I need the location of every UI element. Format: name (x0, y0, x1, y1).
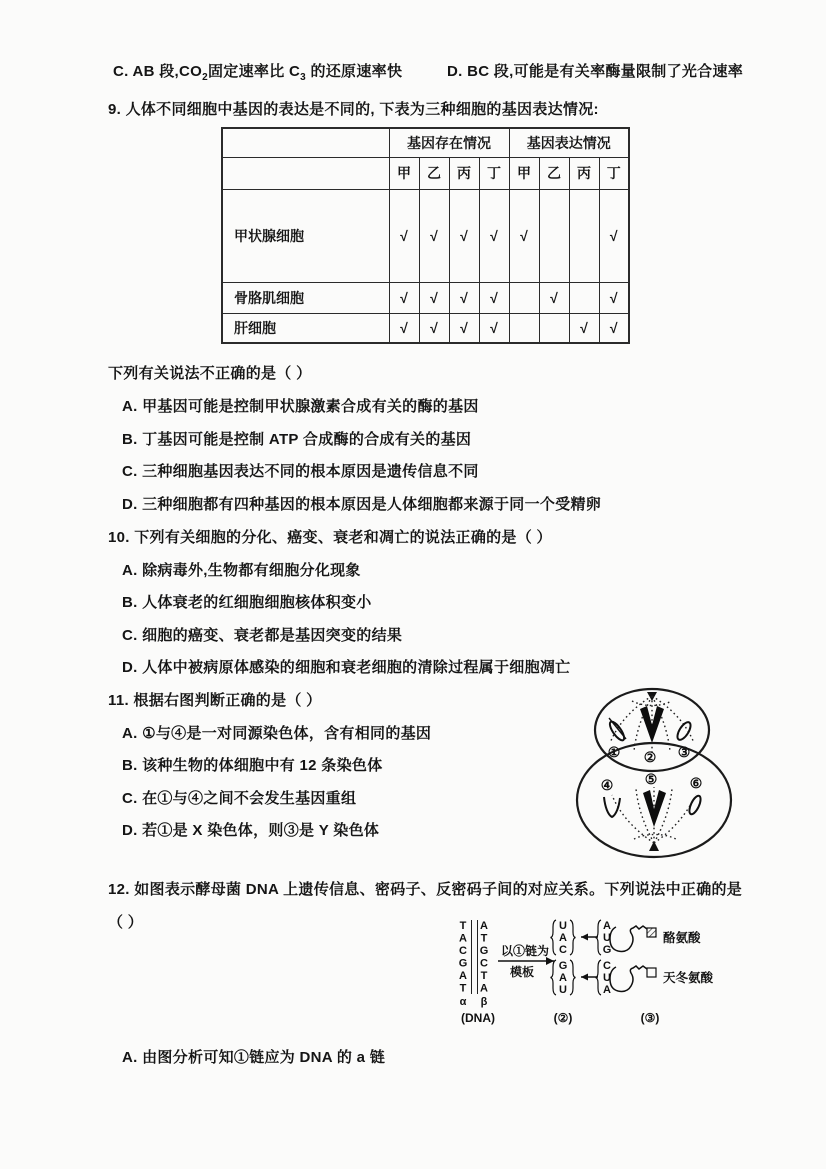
co2-subscript: 2 (202, 72, 208, 83)
svg-text:U: U (603, 932, 611, 944)
label-4: ④ (600, 777, 614, 793)
table-header-row-groups (222, 128, 629, 157)
svg-text:U: U (559, 984, 567, 996)
table-header-row-subcols: 甲 乙 丙 丁 甲 乙 丙 丁 (222, 157, 629, 189)
svg-text:A: A (459, 970, 467, 982)
upper-right-chromosome (675, 720, 693, 742)
mitosis-cell-diagram (574, 685, 738, 861)
q11-option-d: D. 若①是 X 染色体，则③是 Y 染色体 (122, 822, 380, 839)
q11-option-b: B. 该种生物的体细胞中有 12 条染色体 (122, 757, 383, 774)
svg-text:G: G (602, 944, 612, 956)
svg-text:A: A (559, 932, 567, 944)
upper-left-chromosome (607, 720, 626, 743)
q9-option-a: A. 甲基因可能是控制甲状腺激素合成有关的酶的基因 (122, 398, 479, 415)
svg-text:G: G (558, 960, 568, 972)
svg-text:A: A (480, 982, 488, 995)
amino-acid-square-open (647, 968, 656, 977)
table-corner-cell (222, 128, 389, 157)
svg-text:C: C (603, 960, 611, 972)
bottom-label-mrna: (②) (553, 1011, 573, 1025)
dna-translation-diagram (450, 915, 770, 1030)
svg-text:A: A (559, 972, 567, 984)
q12-stem-line1: 12. 如图表示酵母菌 DNA 上遗传信息、密码子、反密码子间的对应关系。下列说法中正确的是 (108, 881, 743, 898)
label-5: ⑤ (644, 771, 658, 787)
q8-option-c: C. AB 段$,CO_2$固定速率比 $C_3$ 的还原速率快 (113, 63, 403, 83)
q11-option-a: A. ①与④是一对同源染色体，含有相同的基因 (122, 725, 432, 742)
q10-option-a: A. 除病毒外,生物都有细胞分化现象 (122, 562, 361, 579)
q12-stem-line2: （ ） (108, 914, 144, 931)
label-1: ① (607, 744, 621, 760)
table-row: 骨胳肌细胞 √ √ √ √ √ √ (222, 282, 629, 313)
svg-text:T: T (480, 970, 488, 982)
svg-text:C: C (559, 944, 567, 956)
svg-text:A: A (459, 932, 467, 945)
svg-text:U: U (603, 972, 611, 984)
q8-option-c-text: C. AB 段,CO (113, 63, 203, 80)
svg-text:C: C (459, 945, 467, 957)
q10-option-b: B. 人体衰老的红细胞细胞核体积变小 (122, 594, 372, 611)
dna-strand-beta (480, 920, 489, 995)
strand-label-beta: β (480, 996, 488, 1008)
table-row: 肝细胞 √ √ √ √ √ √ (222, 313, 629, 343)
pairing-arrows (581, 934, 598, 981)
trna-braces (596, 920, 602, 995)
q9-option-b: B. 丁基因可能是控制 ATP 合成酶的合成有关的基因 (122, 431, 472, 448)
svg-text:A: A (603, 920, 611, 932)
svg-text:G: G (458, 957, 468, 970)
arrow-label-bottom: 模板 (509, 965, 535, 979)
amino-acid-square-hatched (647, 928, 656, 937)
arrow-label-top: 以①链为 (500, 944, 550, 958)
q9-option-d: D. 三种细胞都有四种基因的根本原因是人体细胞都来源于同一个受精卵 (122, 496, 602, 513)
svg-text:C: C (480, 957, 488, 970)
label-2: ② (643, 749, 657, 765)
q9-option-c: C. 三种细胞基因表达不同的根本原因是遗传信息不同 (122, 463, 479, 480)
mrna-codon-1 (559, 920, 567, 956)
trna-body-2 (610, 966, 656, 991)
svg-text:A: A (603, 984, 611, 996)
amino-acid-label-2: 天冬氨酸 (663, 971, 714, 985)
svg-text:A: A (480, 920, 488, 932)
q11-option-c: C. 在①与④之间不会发生基因重组 (122, 790, 357, 807)
c3-subscript: 3 (300, 72, 306, 83)
amino-acid-label-1: 酪氨酸 (663, 931, 701, 945)
q9-question: 下列有关说法不正确的是（ ） (108, 365, 312, 382)
header-gene-presence: 基因存在情况 (389, 128, 509, 157)
svg-text:G: G (479, 945, 489, 957)
dna-strand-alpha (459, 920, 468, 995)
q12-option-a: A. 由图分析可知①链应为 DNA 的 a 链 (122, 1049, 386, 1066)
header-gene-expression: 基因表达情况 (509, 128, 629, 157)
q10-option-d: D. 人体中被病原体感染的细胞和衰老细胞的清除过程属于细胞凋亡 (122, 659, 571, 676)
svg-text:T: T (480, 932, 488, 945)
trna-body-1 (610, 926, 656, 951)
mrna-codon-2 (559, 960, 568, 996)
q10-option-c: C. 细胞的癌变、衰老都是基因突变的结果 (122, 627, 403, 644)
strand-label-alpha: α (459, 996, 467, 1008)
q11-stem: 11. 根据右图判断正确的是（ ） (108, 692, 322, 709)
bottom-label-trna: (③) (640, 1011, 660, 1025)
svg-text:U: U (559, 920, 567, 932)
label-3: ③ (677, 744, 691, 760)
q9-stem: 9. 人体不同细胞中基因的表达是不同的, 下表为三种细胞的基因表达情况: (108, 101, 599, 118)
table-row: 甲状腺细胞 √ √ √ √ √ √ (222, 189, 629, 282)
svg-text:T: T (459, 920, 467, 932)
gene-expression-table (221, 127, 630, 344)
q8-option-d: D. BC 段,可能是有关率酶量限制了光合速率 (447, 63, 744, 80)
svg-text:T: T (459, 982, 467, 995)
bottom-label-dna: (DNA) (461, 1011, 495, 1025)
lower-left-chromosome (604, 797, 620, 817)
label-6: ⑥ (689, 775, 703, 791)
q10-stem: 10. 下列有关细胞的分化、癌变、衰老和凋亡的说法正确的是（ ） (108, 529, 552, 546)
lower-right-chromosome (687, 794, 703, 816)
